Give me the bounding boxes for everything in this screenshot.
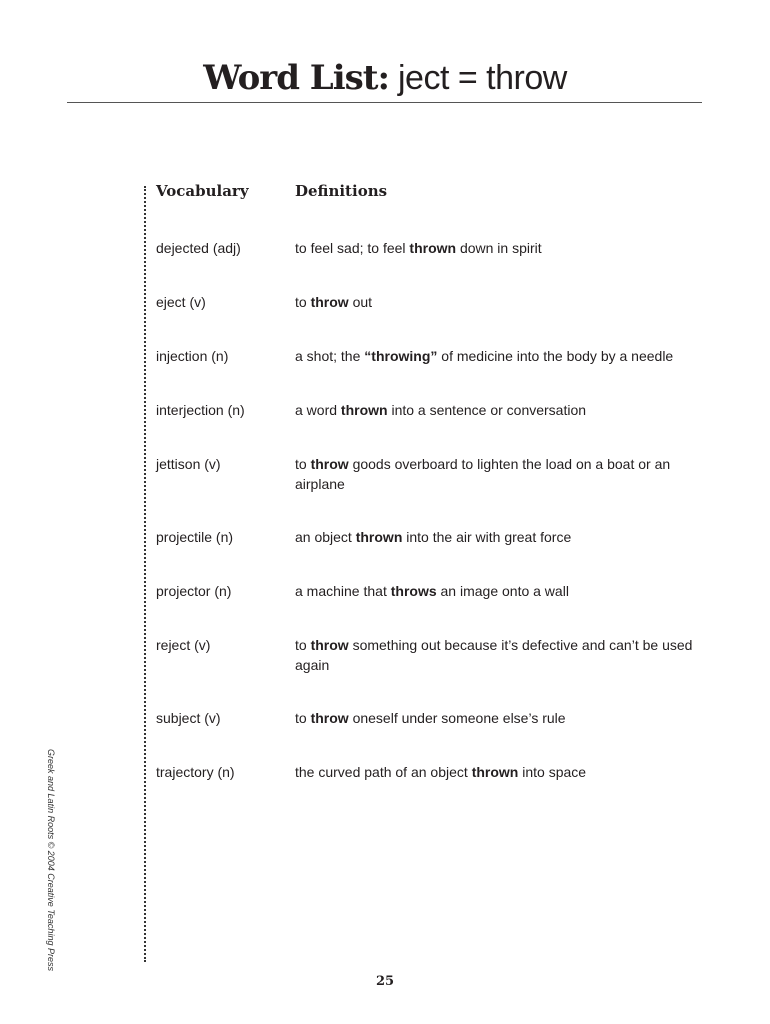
entry-definition: the curved path of an object thrown into space bbox=[295, 764, 587, 780]
key-term: throw bbox=[310, 710, 349, 726]
entry-definition: an object thrown into the air with great force bbox=[295, 529, 572, 545]
key-term: thrown bbox=[409, 240, 457, 256]
entry-definition: a machine that throws an image onto a wall bbox=[295, 583, 569, 599]
entry-definition: to throw something out because it’s defective and can’t be used again bbox=[295, 637, 693, 673]
key-term: thrown bbox=[471, 764, 519, 780]
entry-definition: to throw oneself under someone else’s rule bbox=[295, 710, 566, 726]
entry-word: trajectory (n) bbox=[156, 764, 235, 780]
key-term: throw bbox=[310, 637, 349, 653]
key-term: throw bbox=[310, 294, 349, 310]
entry-definition: to feel sad; to feel thrown down in spirit bbox=[295, 240, 542, 256]
key-term: throw bbox=[310, 456, 349, 472]
entry-definition: a shot; the “throwing” of medicine into the body by a needle bbox=[295, 348, 674, 364]
entry-definition: to throw out bbox=[295, 294, 373, 310]
entry-word: reject (v) bbox=[156, 637, 211, 653]
entry-word: projectile (n) bbox=[156, 529, 234, 545]
title-bold: Word List: bbox=[203, 58, 390, 98]
sidebar-credit: Greek and Latin Roots © 2004 Creative Teaching Press bbox=[46, 749, 56, 971]
key-term: “throwing” bbox=[364, 348, 438, 364]
entry-word: subject (v) bbox=[156, 710, 221, 726]
key-term: throws bbox=[390, 583, 437, 599]
entry-word: interjection (n) bbox=[156, 402, 245, 418]
definitions-header: Definitions bbox=[295, 182, 388, 200]
entry-word: dejected (adj) bbox=[156, 240, 241, 256]
entry-word: eject (v) bbox=[156, 294, 206, 310]
entry-word: injection (n) bbox=[156, 348, 229, 364]
entry-definition: a word thrown into a sentence or conversation bbox=[295, 402, 587, 418]
page-number: 25 bbox=[375, 974, 395, 989]
key-term: thrown bbox=[355, 529, 403, 545]
key-term: thrown bbox=[340, 402, 388, 418]
vocabulary-header: Vocabulary bbox=[156, 182, 249, 200]
entry-word: jettison (v) bbox=[156, 456, 221, 472]
entry-word: projector (n) bbox=[156, 583, 232, 599]
title-rest: ject = throw bbox=[397, 59, 567, 97]
entry-definition: to throw goods overboard to lighten the load on a boat or an airplane bbox=[295, 456, 671, 492]
